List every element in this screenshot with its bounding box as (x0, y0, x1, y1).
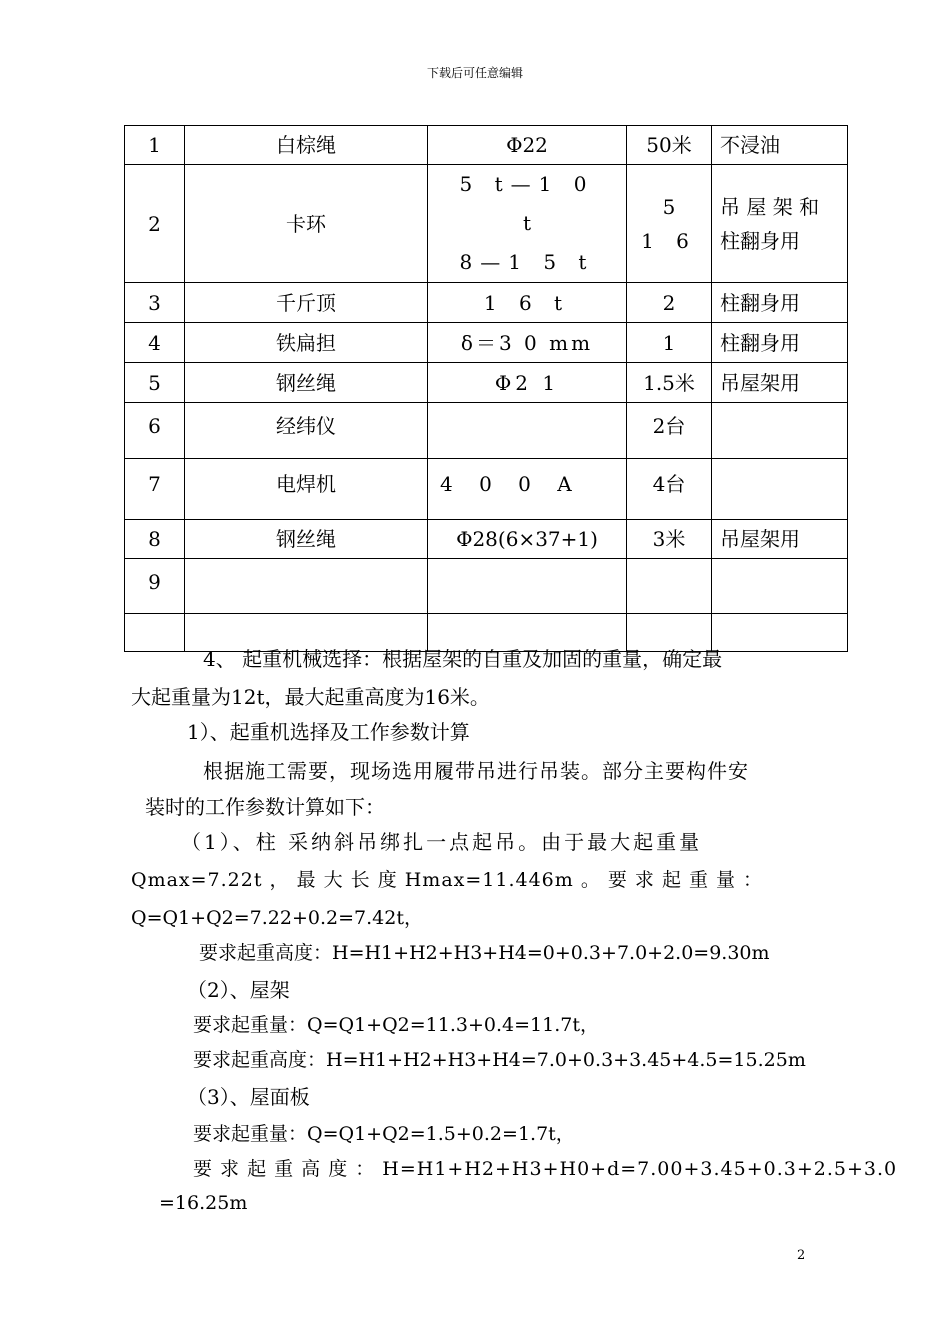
qty-line: 5 (662, 194, 676, 219)
formula-line: 要求起重量：Q=Q1+Q2=1.5+0.2=1.7t， (193, 1123, 575, 1145)
cell-name: 铁扁担 (185, 323, 428, 363)
cell-no: 8 (125, 520, 185, 559)
section-heading: 1）、起重机选择及工作参数计算 (187, 720, 470, 744)
note-line: 柱翻身用 (720, 228, 800, 253)
cell-qty (627, 559, 712, 614)
cell-note: 柱翻身用 (712, 323, 848, 363)
formula-line: 要求起重量：Q=Q1+Q2=11.3+0.4=11.7t， (193, 1014, 599, 1036)
cell-qty: 3米 (627, 520, 712, 559)
formula-line: 要求起重高度：H=H1+H2+H3+H4=0+0.3+7.0+2.0=9.30m (199, 942, 770, 964)
page-header: 下载后可任意编辑 (426, 66, 523, 80)
cell-note (712, 459, 848, 520)
cell-spec: Φ28(6×37+1) (428, 520, 627, 559)
cell-no: 3 (125, 283, 185, 323)
cell-qty: 1.5米 (627, 363, 712, 403)
spec-line: t (522, 211, 532, 235)
paragraph-line: 4、 起重机械选择：根据屋架的自重及加固的重量，确定最 (203, 647, 723, 671)
cell-note: 吊屋架用 (712, 363, 848, 403)
cell-name: 钢丝绳 (185, 363, 428, 403)
cell-no: 6 (125, 403, 185, 459)
cell-name (185, 559, 428, 614)
cell-no: 7 (125, 459, 185, 520)
cell-spec (428, 165, 627, 283)
table-row (125, 520, 848, 559)
cell-name: 白棕绳 (185, 126, 428, 165)
paragraph-line: Qmax=7.22t ， 最 大 长 度 Hmax=11.446m 。 要 求 起 重 量 ： (131, 869, 764, 891)
cell-qty: 1 (627, 323, 712, 363)
cell-spec: 4 0 0 A (428, 459, 627, 520)
cell-name: 千斤顶 (185, 283, 428, 323)
cell-no: 9 (125, 559, 185, 614)
cell-no (125, 614, 185, 652)
paragraph-line: 大起重量为12t，最大起重高度为16米。 (131, 685, 490, 709)
table-row (125, 283, 848, 323)
cell-no: 2 (125, 165, 185, 283)
section-heading: （3）、屋面板 (187, 1085, 310, 1109)
formula-line: 要求起重高度：H=H1+H2+H3+H4=7.0+0.3+3.45+4.5=15.25m (193, 1049, 806, 1071)
cell-note (712, 559, 848, 614)
cell-note (712, 165, 848, 283)
formula-line: Q=Q1+Q2=7.22+0.2=7.42t， (131, 907, 423, 929)
cell-name: 经纬仪 (185, 403, 428, 459)
cell-qty: 50米 (627, 126, 712, 165)
cell-spec: Φ2 1 (428, 363, 627, 403)
spec-line: 8—1 5 t (459, 250, 595, 274)
cell-note: 不浸油 (712, 126, 848, 165)
qty-line: 1 6 (641, 228, 697, 253)
cell-note: 柱翻身用 (712, 283, 848, 323)
cell-note (712, 614, 848, 652)
paragraph-line: 根据施工需要，现场选用履带吊进行吊装。部分主要构件安 (203, 759, 749, 783)
cell-qty (627, 165, 712, 283)
table-row (125, 165, 848, 283)
paragraph-line: （1）、柱 采纳斜吊绑扎一点起吊。由于最大起重量 (181, 830, 703, 854)
table-row (125, 323, 848, 363)
cell-spec: 1 6 t (428, 283, 627, 323)
table-row (125, 403, 848, 459)
cell-spec: δ＝3 0 mm (428, 323, 627, 363)
note-line: 吊 屋 架 和 (720, 194, 820, 219)
formula-line: =16.25m (159, 1192, 248, 1214)
cell-qty: 2 (627, 283, 712, 323)
spec-line: 5 t—1 0 (459, 172, 595, 196)
cell-name: 电焊机 (185, 459, 428, 520)
table-row (125, 559, 848, 614)
formula-line: 要 求 起 重 高 度 ： H=H1+H2+H3+H0+d=7.00+3.45+0.3+2.5+3.0 (193, 1158, 898, 1180)
cell-no: 1 (125, 126, 185, 165)
cell-qty: 4台 (627, 459, 712, 520)
table-row (125, 126, 848, 165)
equipment-table (124, 125, 848, 652)
paragraph-line: 装时的工作参数计算如下： (145, 795, 385, 819)
cell-spec: Φ22 (428, 126, 627, 165)
cell-note: 吊屋架用 (712, 520, 848, 559)
cell-no: 4 (125, 323, 185, 363)
page-number: 2 (797, 1248, 806, 1263)
cell-no: 5 (125, 363, 185, 403)
cell-name: 卡环 (185, 165, 428, 283)
cell-name: 钢丝绳 (185, 520, 428, 559)
cell-spec (428, 403, 627, 459)
table-row (125, 363, 848, 403)
section-heading: （2）、屋架 (187, 978, 290, 1002)
cell-spec (428, 559, 627, 614)
table-row (125, 459, 848, 520)
cell-note (712, 403, 848, 459)
cell-qty: 2台 (627, 403, 712, 459)
